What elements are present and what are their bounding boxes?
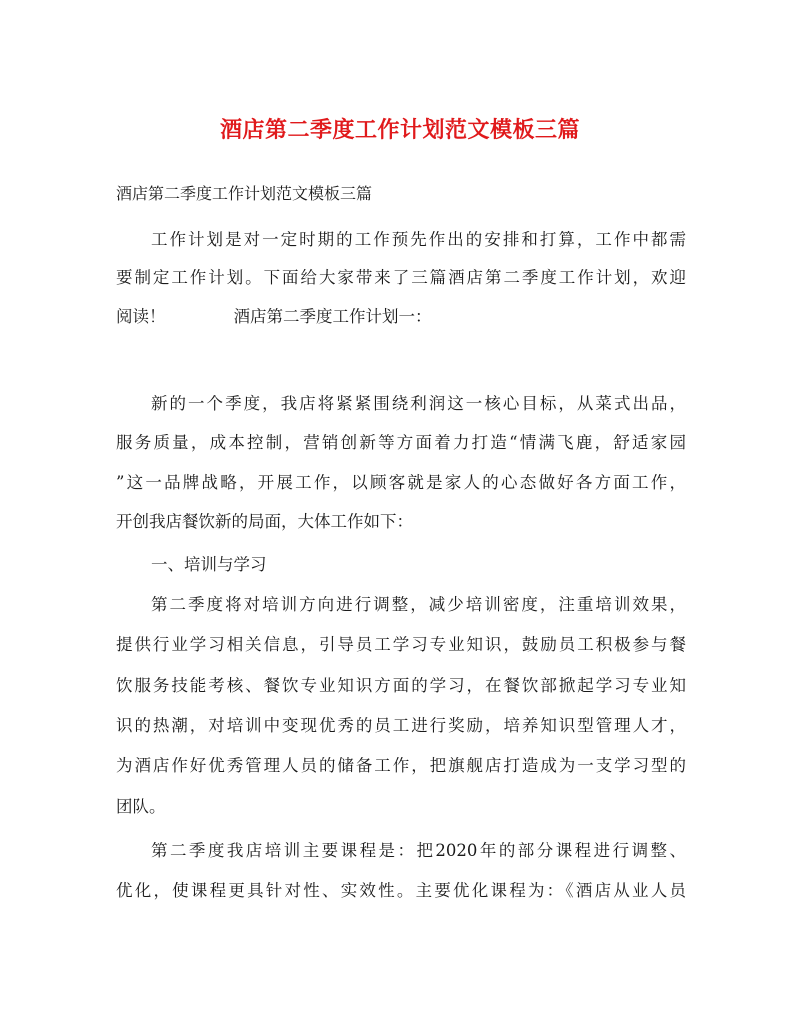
paragraph-line: 服务质量，成本控制，营销创新等方面着力打造“情满飞鹿，舒适家园 xyxy=(116,433,686,452)
paragraph-line: 第二季度我店培训主要课程是：把2020年的部分课程进行调整、 xyxy=(151,841,686,860)
paragraph-line: 团队。 xyxy=(116,797,166,816)
section-heading: 酒店第二季度工作计划一： xyxy=(233,307,432,326)
paragraph-line: 为酒店作好优秀管理人员的储备工作，把旗舰店打造成为一支学习型的 xyxy=(116,756,686,775)
paragraph-line: 优化，使课程更具针对性、实效性。主要优化课程为：《酒店从业人员 xyxy=(116,881,686,900)
document-title: 酒店第二季度工作计划范文模板三篇 xyxy=(219,117,580,143)
document-subtitle: 酒店第二季度工作计划范文模板三篇 xyxy=(116,184,373,203)
paragraph-line: 新的一个季度，我店将紧紧围绕利润这一核心目标，从菜式出品， xyxy=(151,394,686,413)
paragraph-line: 工作计划是对一定时期的工作预先作出的安排和打算，工作中都需 xyxy=(151,230,686,249)
paragraph-line: 识的热潮，对培训中变现优秀的员工进行奖励，培养知识型管理人才， xyxy=(116,716,686,735)
paragraph-line xyxy=(116,304,686,330)
paragraph-line: 开创我店餐饮新的局面，大体工作如下： xyxy=(116,512,413,531)
paragraph-line: ”这一品牌战略，开展工作，以顾客就是家人的心态做好各方面工作， xyxy=(116,473,686,492)
paragraph-line: 饮服务技能考核、餐饮专业知识方面的学习，在餐饮部掀起学习专业知 xyxy=(116,676,686,695)
paragraph-line: 第二季度将对培训方向进行调整，减少培训密度，注重培训效果， xyxy=(151,595,686,614)
paragraph-line: 提供行业学习相关信息，引导员工学习专业知识，鼓励员工积极参与餐 xyxy=(116,635,686,654)
paragraph-line: 要制定工作计划。下面给大家带来了三篇酒店第二季度工作计划，欢迎 xyxy=(116,268,686,287)
paragraph-text: 阅读！ xyxy=(116,307,166,326)
section-heading: 一、培训与学习 xyxy=(151,555,267,574)
